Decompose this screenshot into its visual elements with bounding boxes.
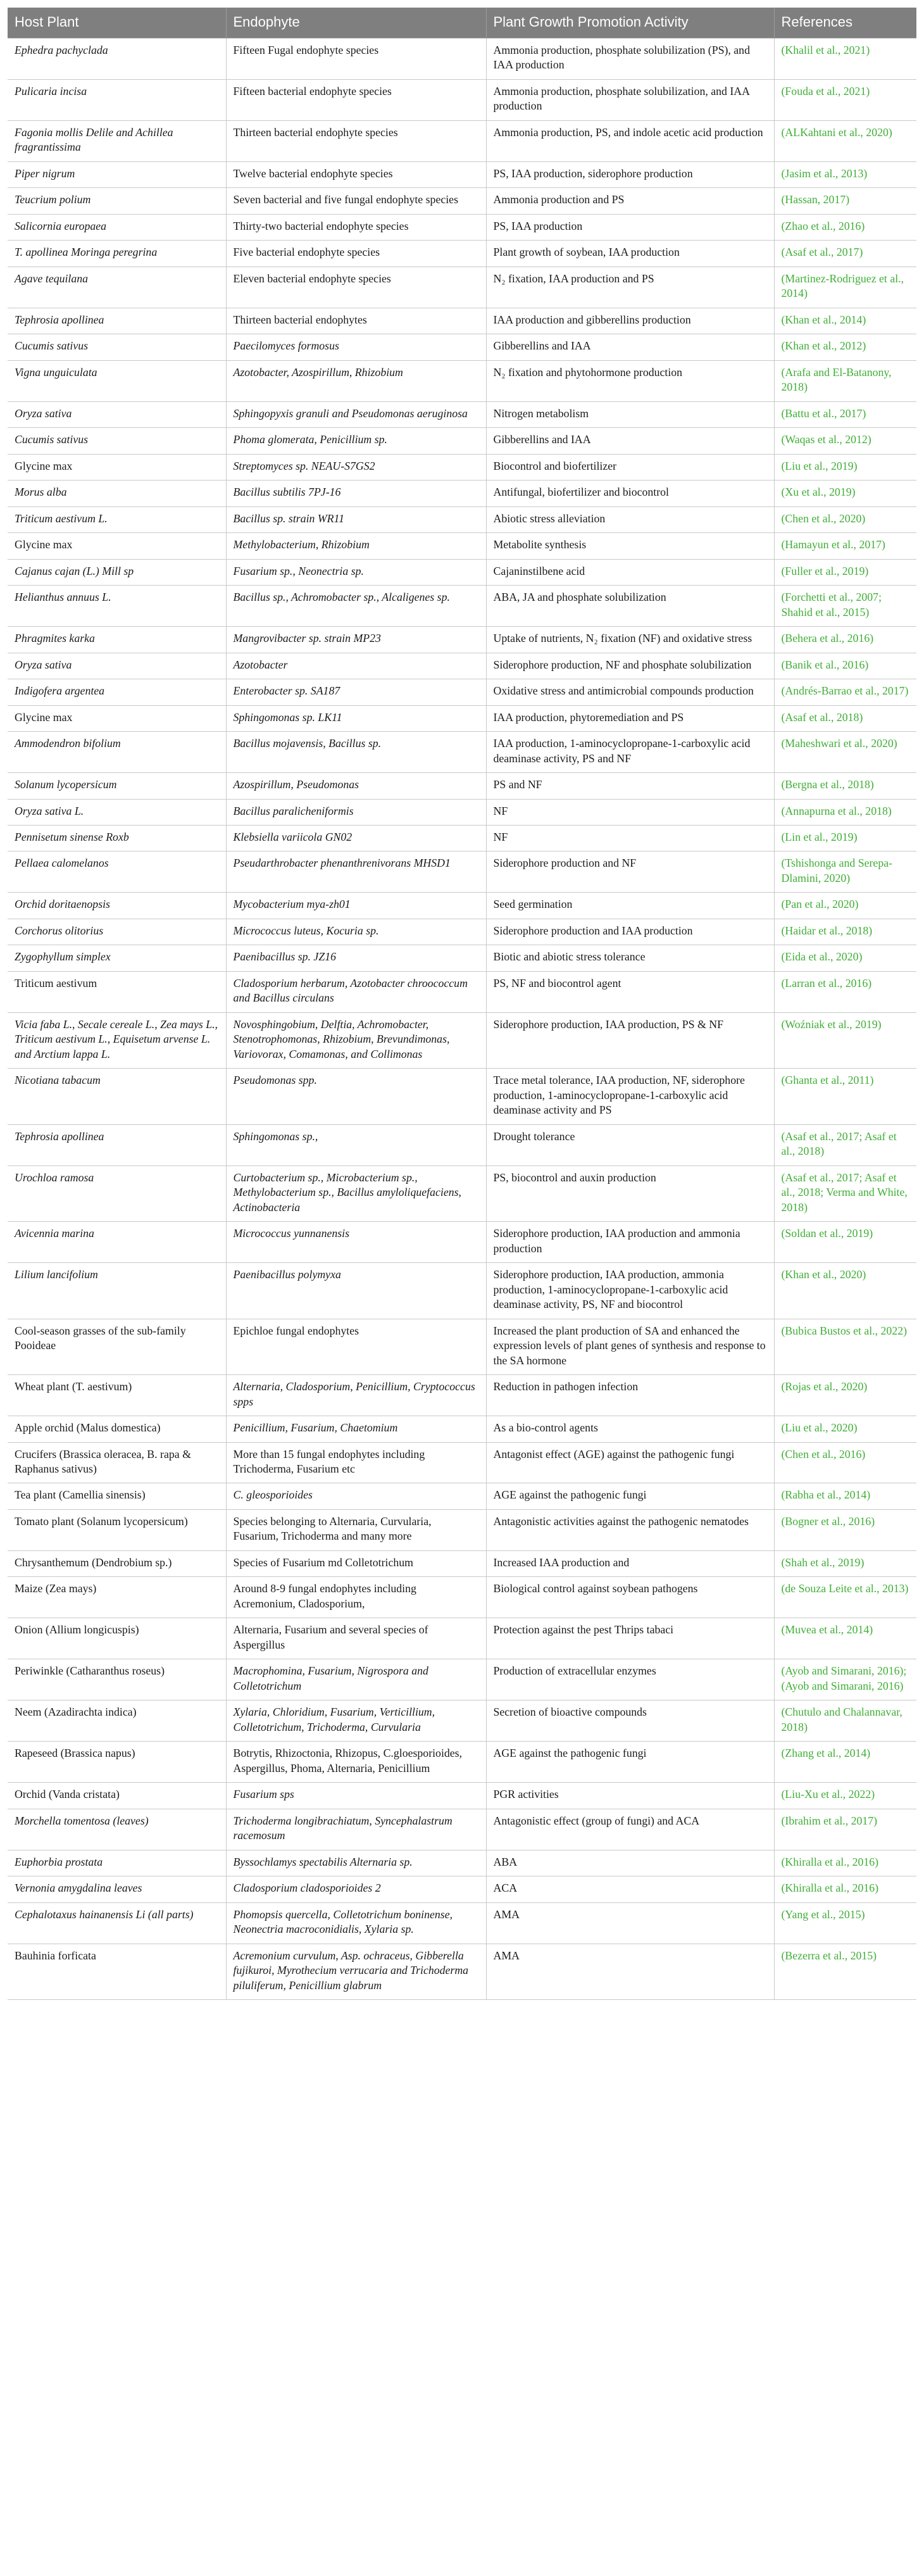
host-plant-cell: Orchid (Vanda cristata) [8,1783,226,1809]
endophyte-cell: Bacillus mojavensis, Bacillus sp. [226,732,486,773]
host-plant-cell: Tephrosia apollinea [8,1124,226,1165]
reference-link[interactable]: (Bezerra et al., 2015) [774,1944,916,1999]
table-row [8,79,916,120]
activity-cell: Seed germination [486,893,774,919]
reference-link[interactable]: (Martinez-Rodriguez et al., 2014) [774,267,916,308]
header-activity: Plant Growth Promotion Activity [486,8,774,39]
host-plant-cell: Fagonia mollis Delile and Achillea fragrantissima [8,120,226,161]
host-plant-cell: T. apollinea Moringa peregrina [8,241,226,267]
endophyte-cell: Bacillus subtilis 7PJ-16 [226,481,486,506]
activity-cell: Ammonia production, PS, and indole acetic acid production [486,120,774,161]
host-plant-cell: Glycine max [8,705,226,731]
table-row [8,1124,916,1165]
endophyte-cell: Mycobacterium mya-zh01 [226,893,486,919]
endophyte-cell: Alternaria, Fusarium and several species of Aspergillus [226,1618,486,1659]
table-row [8,1416,916,1442]
host-plant-cell: Helianthus annuus L. [8,586,226,627]
reference-link[interactable]: (Woźniak et al., 2019) [774,1012,916,1068]
endophyte-cell: C. gleosporioides [226,1483,486,1509]
table-row [8,308,916,334]
reference-link[interactable]: (Yang et al., 2015) [774,1902,916,1944]
table-row [8,401,916,427]
activity-cell: Nitrogen metabolism [486,401,774,427]
table-row [8,1263,916,1319]
activity-cell: N₂ fixation and phytohormone production [486,360,774,401]
table-row [8,39,916,80]
table-row [8,1876,916,1902]
endophyte-cell: Macrophomina, Fusarium, Nigrospora and Colletotrichum [226,1659,486,1700]
host-plant-cell: Teucrium polium [8,188,226,214]
endophyte-cell: Azospirillum, Pseudomonas [226,773,486,799]
endophyte-cell: Cladosporium herbarum, Azotobacter chroococcum and Bacillus circulans [226,971,486,1012]
host-plant-cell: Morus alba [8,481,226,506]
reference-link[interactable]: (Asaf et al., 2017) [774,241,916,267]
endophyte-cell: Sphingopyxis granuli and Pseudomonas aeruginosa [226,401,486,427]
endophyte-cell: Alternaria, Cladosporium, Penicillium, Cryptococcus spps [226,1375,486,1416]
table-row [8,1742,916,1783]
host-plant-cell: Triticum aestivum L. [8,506,226,532]
table-row [8,1375,916,1416]
reference-link[interactable]: (Eida et al., 2020) [774,945,916,971]
table-row [8,334,916,360]
reference-link[interactable]: (Asaf et al., 2018) [774,705,916,731]
table-row [8,705,916,731]
endophyte-cell: Curtobacterium sp., Microbacterium sp., Methylobacterium sp., Bacillus amyloliquefaciens, Actinobacteria [226,1165,486,1221]
endophyte-cell: Eleven bacterial endophyte species [226,267,486,308]
activity-cell: AMA [486,1902,774,1944]
table-row [8,799,916,825]
reference-link[interactable]: (Khan et al., 2014) [774,308,916,334]
endophyte-cell: Five bacterial endophyte species [226,241,486,267]
reference-link[interactable]: (Asaf et al., 2017; Asaf et al., 2018) [774,1124,916,1165]
host-plant-cell: Lilium lancifolium [8,1263,226,1319]
activity-cell: PS, IAA production, siderophore production [486,161,774,187]
table-row [8,428,916,454]
table-row [8,161,916,187]
reference-link[interactable]: (Larran et al., 2016) [774,971,916,1012]
activity-cell: Reduction in pathogen infection [486,1375,774,1416]
table-row [8,732,916,773]
reference-link[interactable]: (Pan et al., 2020) [774,893,916,919]
header-endophyte: Endophyte [226,8,486,39]
table-row [8,919,916,945]
endophyte-cell: Enterobacter sp. SA187 [226,679,486,705]
activity-cell: Protection against the pest Thrips tabaci [486,1618,774,1659]
table-row [8,360,916,401]
reference-link[interactable]: (Ayob and Simarani, 2016); (Ayob and Simarani, 2016) [774,1659,916,1700]
endophyte-cell: Methylobacterium, Rhizobium [226,533,486,559]
endophyte-cell: Trichoderma longibrachiatum, Syncephalastrum racemosum [226,1809,486,1850]
activity-cell: Siderophore production and NF [486,851,774,893]
table-row [8,627,916,653]
header-references: References [774,8,916,39]
endophyte-cell: Byssochlamys spectabilis Alternaria sp. [226,1850,486,1876]
reference-link[interactable]: (Rojas et al., 2020) [774,1375,916,1416]
table-row [8,1783,916,1809]
activity-cell: Siderophore production and IAA production [486,919,774,945]
reference-link[interactable]: (de Souza Leite et al., 2013) [774,1577,916,1618]
host-plant-cell: Tephrosia apollinea [8,308,226,334]
table-row [8,1165,916,1221]
host-plant-cell: Cucumis sativus [8,428,226,454]
table-row [8,971,916,1012]
host-plant-cell: Piper nigrum [8,161,226,187]
activity-cell: IAA production, phytoremediation and PS [486,705,774,731]
host-plant-cell: Agave tequilana [8,267,226,308]
activity-cell: Increased the plant production of SA and enhanced the expression levels of plant genes of synthesis and response to the SA hormone [486,1319,774,1374]
host-plant-cell: Nicotiana tabacum [8,1069,226,1124]
reference-link[interactable]: (Arafa and El-Batanony, 2018) [774,360,916,401]
host-plant-cell: Periwinkle (Catharanthus roseus) [8,1659,226,1700]
endophyte-cell: Cladosporium cladosporioides 2 [226,1876,486,1902]
host-plant-cell: Maize (Zea mays) [8,1577,226,1618]
reference-link[interactable]: (Tshishonga and Serepa-Dlamini, 2020) [774,851,916,893]
table-row [8,1944,916,1999]
table-row [8,1659,916,1700]
reference-link[interactable]: (Battu et al., 2017) [774,401,916,427]
table-row [8,1577,916,1618]
endophyte-cell: Phoma glomerata, Penicillium sp. [226,428,486,454]
endophyte-cell: Azotobacter, Azospirillum, Rhizobium [226,360,486,401]
reference-link[interactable]: (Liu et al., 2020) [774,1416,916,1442]
reference-link[interactable]: (Khiralla et al., 2016) [774,1876,916,1902]
reference-link[interactable]: (Hamayun et al., 2017) [774,533,916,559]
table-row [8,1442,916,1483]
host-plant-cell: Tomato plant (Solanum lycopersicum) [8,1509,226,1550]
activity-cell: Biological control against soybean pathogens [486,1577,774,1618]
endophyte-cell: Paenibacillus polymyxa [226,1263,486,1319]
activity-cell: Biotic and abiotic stress tolerance [486,945,774,971]
reference-link[interactable]: (Jasim et al., 2013) [774,161,916,187]
host-plant-cell: Pulicaria incisa [8,79,226,120]
activity-cell: Ammonia production, phosphate solubilization, and IAA production [486,79,774,120]
table-row [8,1319,916,1374]
reference-link[interactable]: (ALKahtani et al., 2020) [774,120,916,161]
endophyte-cell: Paenibacillus sp. JZ16 [226,945,486,971]
endophyte-cell: Fifteen bacterial endophyte species [226,79,486,120]
reference-link[interactable]: (Bergna et al., 2018) [774,773,916,799]
host-plant-cell: Solanum lycopersicum [8,773,226,799]
table-row [8,1509,916,1550]
endophyte-cell: Mangrovibacter sp. strain MP23 [226,627,486,653]
activity-cell: Siderophore production, IAA production and ammonia production [486,1222,774,1263]
host-plant-cell: Oryza sativa [8,653,226,679]
header-row [8,8,916,39]
endophyte-cell: Streptomyces sp. NEAU-S7GS2 [226,454,486,480]
endophyte-cell: Thirteen bacterial endophytes [226,308,486,334]
host-plant-cell: Phragmites karka [8,627,226,653]
reference-link[interactable]: (Ghanta et al., 2011) [774,1069,916,1124]
host-plant-cell: Glycine max [8,533,226,559]
endophyte-cell: Micrococcus yunnanensis [226,1222,486,1263]
endophyte-cell: Epichloe fungal endophytes [226,1319,486,1374]
reference-link[interactable]: (Banik et al., 2016) [774,653,916,679]
table-row [8,267,916,308]
host-plant-cell: Ephedra pachyclada [8,39,226,80]
activity-cell: PS, NF and biocontrol agent [486,971,774,1012]
table-row [8,559,916,585]
reference-link[interactable]: (Khan et al., 2012) [774,334,916,360]
table-row [8,533,916,559]
table-row [8,481,916,506]
reference-link[interactable]: (Chutulo and Chalannavar, 2018) [774,1700,916,1742]
reference-link[interactable]: (Chen et al., 2016) [774,1442,916,1483]
activity-cell: Trace metal tolerance, IAA production, NF, siderophore production, 1-aminocyclopropane-1-carboxylic acid deaminase activity and PS [486,1069,774,1124]
activity-cell: Ammonia production, phosphate solubilization (PS), and IAA production [486,39,774,80]
host-plant-cell: Ammodendron bifolium [8,732,226,773]
host-plant-cell: Salicornia europaea [8,214,226,240]
table-row [8,893,916,919]
host-plant-cell: Cephalotaxus hainanensis Li (all parts) [8,1902,226,1944]
reference-link[interactable]: (Zhang et al., 2014) [774,1742,916,1783]
endophyte-cell: Micrococcus luteus, Kocuria sp. [226,919,486,945]
endophyte-cell: Azotobacter [226,653,486,679]
host-plant-cell: Urochloa ramosa [8,1165,226,1221]
activity-cell: Gibberellins and IAA [486,428,774,454]
host-plant-cell: Chrysanthemum (Dendrobium sp.) [8,1550,226,1576]
reference-link[interactable]: (Xu et al., 2019) [774,481,916,506]
host-plant-cell: Tea plant (Camellia sinensis) [8,1483,226,1509]
reference-link[interactable]: (Fuller et al., 2019) [774,559,916,585]
activity-cell: Abiotic stress alleviation [486,506,774,532]
endophyte-cell: Bacillus sp. strain WR11 [226,506,486,532]
host-plant-cell: Oryza sativa [8,401,226,427]
reference-link[interactable]: (Bubica Bustos et al., 2022) [774,1319,916,1374]
table-row [8,1012,916,1068]
table-row [8,773,916,799]
reference-link[interactable]: (Fouda et al., 2021) [774,79,916,120]
activity-cell: IAA production, 1-aminocyclopropane-1-carboxylic acid deaminase activity, PS and NF [486,732,774,773]
host-plant-cell: Cajanus cajan (L.) Mill sp [8,559,226,585]
host-plant-cell: Orchid doritaenopsis [8,893,226,919]
reference-link[interactable]: (Andrés-Barrao et al., 2017) [774,679,916,705]
reference-link[interactable]: (Maheshwari et al., 2020) [774,732,916,773]
endophyte-cell: Botrytis, Rhizoctonia, Rhizopus, C.gloesporioides, Aspergillus, Phoma, Alternaria, Penicillium [226,1742,486,1783]
activity-cell: PS, IAA production [486,214,774,240]
activity-cell: PS, biocontrol and auxin production [486,1165,774,1221]
table-row [8,506,916,532]
table-row [8,1550,916,1576]
host-plant-cell: Morchella tomentosa (leaves) [8,1809,226,1850]
activity-cell: Antifungal, biofertilizer and biocontrol [486,481,774,506]
endophyte-cell: Twelve bacterial endophyte species [226,161,486,187]
activity-cell: Antagonistic effect (group of fungi) and ACA [486,1809,774,1850]
host-plant-cell: Oryza sativa L. [8,799,226,825]
activity-cell: ACA [486,1876,774,1902]
host-plant-cell: Onion (Allium longicuspis) [8,1618,226,1659]
activity-cell: NF [486,799,774,825]
reference-link[interactable]: (Khan et al., 2020) [774,1263,916,1319]
table-row [8,851,916,893]
host-plant-cell: Avicennia marina [8,1222,226,1263]
reference-link[interactable]: (Zhao et al., 2016) [774,214,916,240]
activity-cell: AGE against the pathogenic fungi [486,1483,774,1509]
host-plant-cell: Zygophyllum simplex [8,945,226,971]
host-plant-cell: Glycine max [8,454,226,480]
reference-link[interactable]: (Forchetti et al., 2007; Shahid et al., 2015) [774,586,916,627]
table-row [8,241,916,267]
activity-cell: ABA [486,1850,774,1876]
reference-link[interactable]: (Khalil et al., 2021) [774,39,916,80]
host-plant-cell: Corchorus olitorius [8,919,226,945]
activity-cell: Antagonistic activities against the pathogenic nematodes [486,1509,774,1550]
endophyte-cell: Thirty-two bacterial endophyte species [226,214,486,240]
reference-link[interactable]: (Liu-Xu et al., 2022) [774,1783,916,1809]
reference-link[interactable]: (Ibrahim et al., 2017) [774,1809,916,1850]
reference-link[interactable]: (Waqas et al., 2012) [774,428,916,454]
reference-link[interactable]: (Soldan et al., 2019) [774,1222,916,1263]
endophyte-table [8,8,916,2000]
activity-cell: Metabolite synthesis [486,533,774,559]
endophyte-cell: Around 8-9 fungal endophytes including Acremonium, Cladosporium, [226,1577,486,1618]
activity-cell: IAA production and gibberellins production [486,308,774,334]
reference-link[interactable]: (Asaf et al., 2017; Asaf et al., 2018; Verma and White, 2018) [774,1165,916,1221]
reference-link[interactable]: (Bogner et al., 2016) [774,1509,916,1550]
table-row [8,1700,916,1742]
host-plant-cell: Vigna unguiculata [8,360,226,401]
reference-link[interactable]: (Hassan, 2017) [774,188,916,214]
host-plant-cell: Cool-season grasses of the sub-family Pooideae [8,1319,226,1374]
table-row [8,825,916,851]
activity-cell: Biocontrol and biofertilizer [486,454,774,480]
table-row [8,653,916,679]
activity-cell: Drought tolerance [486,1124,774,1165]
endophyte-cell: Thirteen bacterial endophyte species [226,120,486,161]
endophyte-cell: Xylaria, Chloridium, Fusarium, Verticillium, Colletotrichum, Trichoderma, Curvularia [226,1700,486,1742]
host-plant-cell: Bauhinia forficata [8,1944,226,1999]
table-row [8,214,916,240]
table-row [8,679,916,705]
reference-link[interactable]: (Muvea et al., 2014) [774,1618,916,1659]
reference-link[interactable]: (Khiralla et al., 2016) [774,1850,916,1876]
table-row [8,1809,916,1850]
activity-cell: Increased IAA production and [486,1550,774,1576]
endophyte-cell: Fifteen Fugal endophyte species [226,39,486,80]
activity-cell: Production of extracellular enzymes [486,1659,774,1700]
host-plant-cell: Cucumis sativus [8,334,226,360]
activity-cell: Uptake of nutrients, N₂ fixation (NF) and oxidative stress [486,627,774,653]
table-row [8,1850,916,1876]
table-row [8,586,916,627]
activity-cell: AMA [486,1944,774,1999]
table-row [8,454,916,480]
activity-cell: Oxidative stress and antimicrobial compounds production [486,679,774,705]
reference-link[interactable]: (Chen et al., 2020) [774,506,916,532]
endophyte-cell: Penicillium, Fusarium, Chaetomium [226,1416,486,1442]
host-plant-cell: Pennisetum sinense Roxb [8,825,226,851]
reference-link[interactable]: (Rabha et al., 2014) [774,1483,916,1509]
table-row [8,1483,916,1509]
endophyte-cell: Fusarium sps [226,1783,486,1809]
endophyte-cell: Sphingomonas sp., [226,1124,486,1165]
host-plant-cell: Rapeseed (Brassica napus) [8,1742,226,1783]
endophyte-cell: Sphingomonas sp. LK11 [226,705,486,731]
host-plant-cell: Pellaea calomelanos [8,851,226,893]
host-plant-cell: Wheat plant (T. aestivum) [8,1375,226,1416]
table-row [8,1069,916,1124]
table-row [8,120,916,161]
host-plant-cell: Indigofera argentea [8,679,226,705]
activity-cell: PGR activities [486,1783,774,1809]
activity-cell: Siderophore production, IAA production, PS & NF [486,1012,774,1068]
activity-cell: PS and NF [486,773,774,799]
endophyte-cell: More than 15 fungal endophytes including Trichoderma, Fusarium etc [226,1442,486,1483]
activity-cell: As a bio-control agents [486,1416,774,1442]
activity-cell: Plant growth of soybean, IAA production [486,241,774,267]
reference-link[interactable]: (Liu et al., 2019) [774,454,916,480]
endophyte-cell: Acremonium curvulum, Asp. ochraceus, Gibberella fujikuroi, Myrothecium verrucaria and Trichoderma piluliferum, Penicillium glabrum [226,1944,486,1999]
host-plant-cell: Vicia faba L., Secale cereale L., Zea mays L., Triticum aestivum L., Equisetum arvense L. and Arctium lappa L. [8,1012,226,1068]
endophyte-cell: Species of Fusarium md Colletotrichum [226,1550,486,1576]
activity-cell: Antagonist effect (AGE) against the pathogenic fungi [486,1442,774,1483]
activity-cell: Ammonia production and PS [486,188,774,214]
endophyte-cell: Novosphingobium, Delftia, Achromobacter, Stenotrophomonas, Rhizobium, Brevundimonas, Variovorax, Comamonas, and Collimonas [226,1012,486,1068]
table-row [8,945,916,971]
endophyte-cell: Fusarium sp., Neonectria sp. [226,559,486,585]
table-body [8,39,916,2000]
activity-cell: Cajaninstilbene acid [486,559,774,585]
host-plant-cell: Apple orchid (Malus domestica) [8,1416,226,1442]
reference-link[interactable]: (Annapurna et al., 2018) [774,799,916,825]
endophyte-cell: Paecilomyces formosus [226,334,486,360]
activity-cell: AGE against the pathogenic fungi [486,1742,774,1783]
endophyte-cell: Species belonging to Alternaria, Curvularia, Fusarium, Trichoderma and many more [226,1509,486,1550]
host-plant-cell: Crucifers (Brassica oleracea, B. rapa & Raphanus sativus) [8,1442,226,1483]
table-row [8,1222,916,1263]
table-row [8,188,916,214]
reference-link[interactable]: (Lin et al., 2019) [774,825,916,851]
activity-cell: Secretion of bioactive compounds [486,1700,774,1742]
endophyte-cell: Pseudomonas spp. [226,1069,486,1124]
host-plant-cell: Neem (Azadirachta indica) [8,1700,226,1742]
table-row [8,1902,916,1944]
host-plant-cell: Euphorbia prostata [8,1850,226,1876]
endophyte-cell: Bacillus paralicheniformis [226,799,486,825]
endophyte-cell: Klebsiella variicola GN02 [226,825,486,851]
endophyte-cell: Seven bacterial and five fungal endophyte species [226,188,486,214]
reference-link[interactable]: (Shah et al., 2019) [774,1550,916,1576]
endophyte-cell: Bacillus sp., Achromobacter sp., Alcaligenes sp. [226,586,486,627]
activity-cell: N₂ fixation, IAA production and PS [486,267,774,308]
activity-cell: Siderophore production, IAA production, ammonia production, 1-aminocyclopropane-1-carboxylic acid deaminase activity, PS, NF and biocontrol [486,1263,774,1319]
table-row [8,1618,916,1659]
activity-cell: Siderophore production, NF and phosphate solubilization [486,653,774,679]
activity-cell: NF [486,825,774,851]
activity-cell: Gibberellins and IAA [486,334,774,360]
reference-link[interactable]: (Haidar et al., 2018) [774,919,916,945]
header-host-plant: Host Plant [8,8,226,39]
activity-cell: ABA, JA and phosphate solubilization [486,586,774,627]
endophyte-cell: Pseudarthrobacter phenanthrenivorans MHSD1 [226,851,486,893]
host-plant-cell: Vernonia amygdalina leaves [8,1876,226,1902]
table-header [8,8,916,39]
endophyte-cell: Phomopsis quercella, Colletotrichum boninense, Neonectria macroconidialis, Xylaria sp. [226,1902,486,1944]
host-plant-cell: Triticum aestivum [8,971,226,1012]
reference-link[interactable]: (Behera et al., 2016) [774,627,916,653]
